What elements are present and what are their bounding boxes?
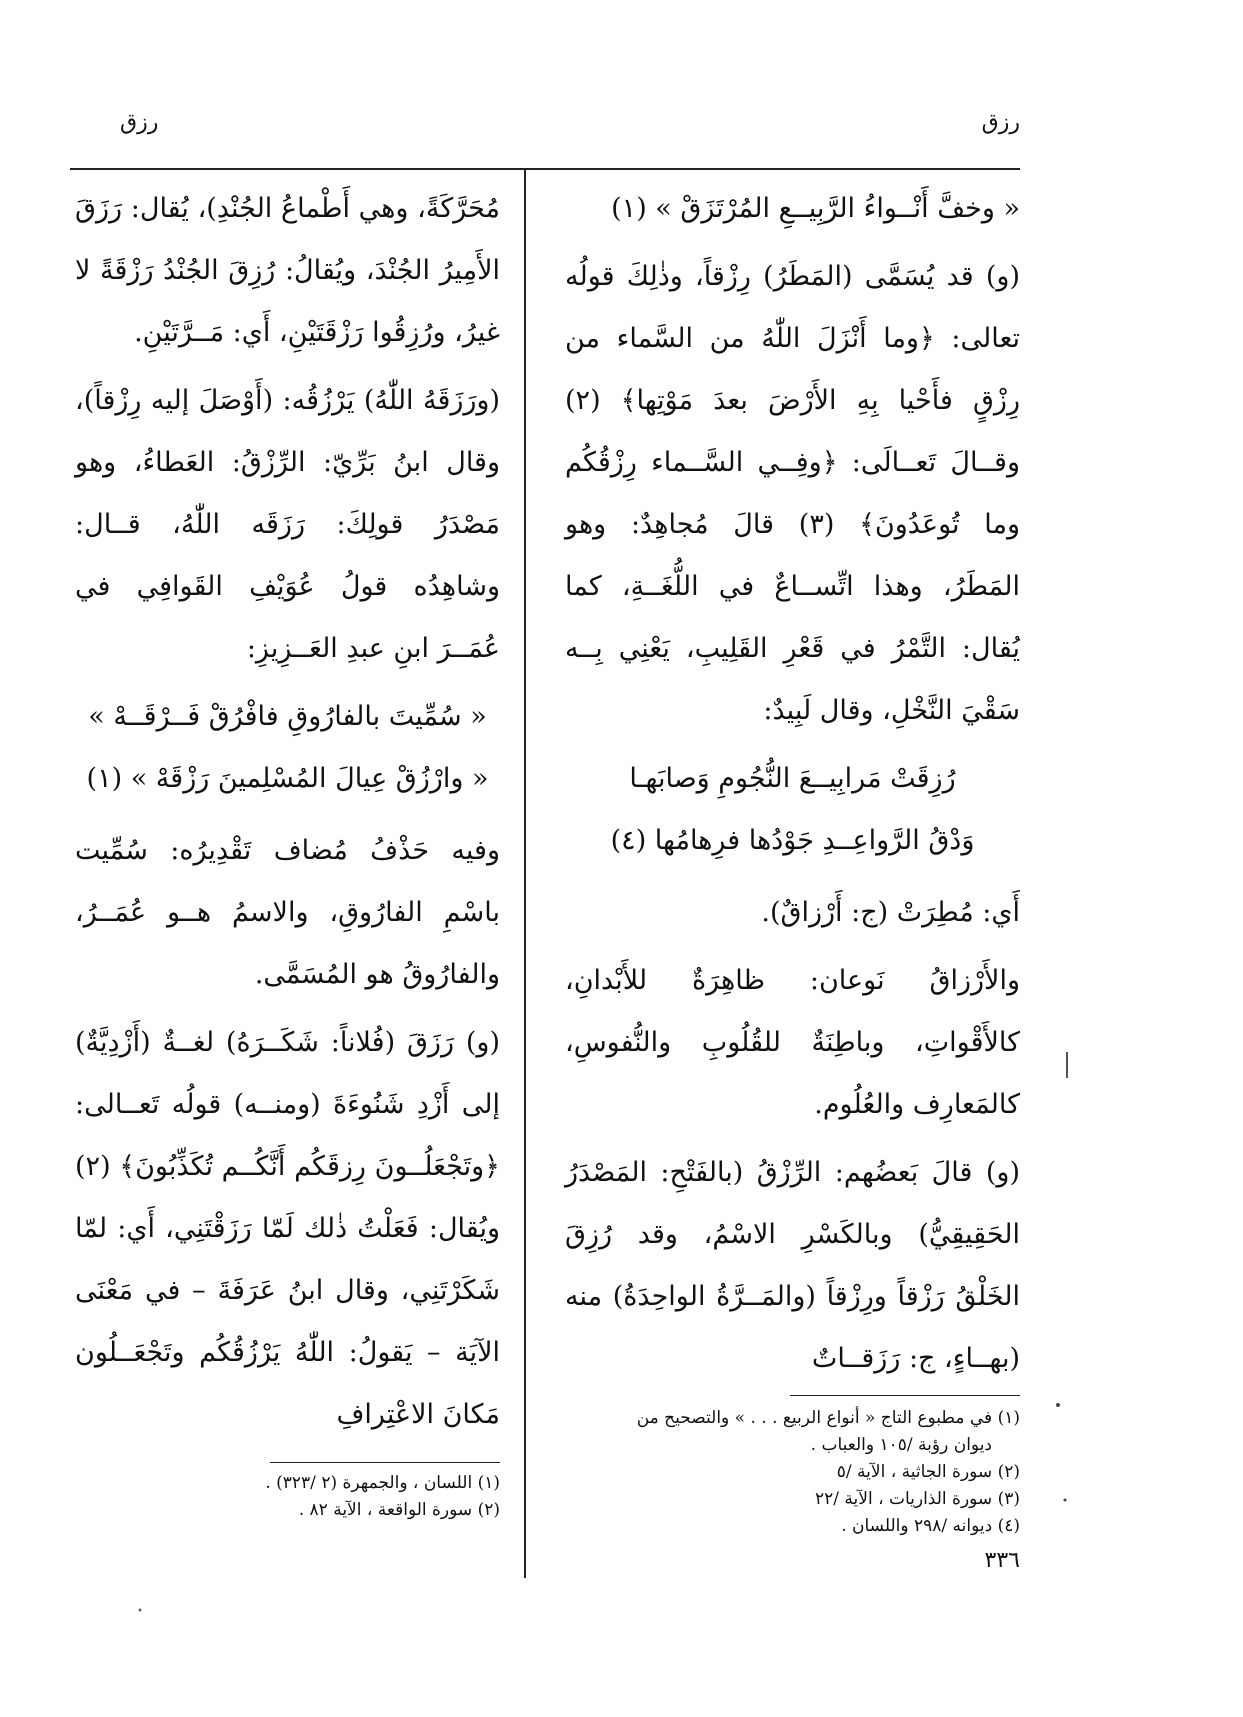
right-verse-line-1: رُزِقَتْ مَرابِيــعَ النُّجُومِ وَصابَهـا [629,763,956,794]
left-para-1: مُحَرَّكَةً، وهي أَطْماعُ الجُنْدِ)، يُقال: رَزَقَ الأَمِيرُ الجُنْدَ، ويُقالُ: رُزِقَ الجُنْدُ رَزْقَةً لا غيرُ، ورُزِقُوا رَزْقَتَيْنِ، أَي: مَــرَّتَيْنِ. [75,193,500,348]
running-header-right: رزق [981,110,1020,135]
footnote-right-1-cont: ديوان رؤبة /١٠٥ والعباب . [810,1435,992,1455]
running-header-left: رزق [120,110,159,135]
footnote-left-1: (١) اللسان ، والجمهرة (٢ /٣٢٣) . [265,1473,500,1493]
footnote-left-2: (٢) سورة الواقعة ، الآية ٨٢ . [298,1500,500,1520]
right-para-3: أَي: مُطِرَتْ (ج: أَرْزاقٌ). [761,897,1020,928]
left-para-4: (و) رَزَقَ (فُلاناً: شَكَــرَهُ) لغــةٌ (أَزْدِيَّةٌ) إلى أَزْدِ شَنُوءَةَ (ومنــه) قولُه تَعــالى: ﴿وتَجْعَلُــونَ رِزقَكُم أَنَّكُــم تُكَذِّبُونَ﴾ (٢) ويُقال: فَعَلْتُ ذٰلك لَمّا رَزَقْتَنِي، أَي: لمّا شَكَرْتَنِي، وقال ابنُ عَرَفَةَ – في مَعْنَى الآيَة – يَقولُ: اللّٰهُ يَرْزُقُكُم وتَجْعَــلُون مَكانَ الاعْتِرافِ [75,1027,500,1430]
right-verse-line-2: وَدْقُ الرَّواعِــدِ جَوْدُها فرِهامُها (٤) [610,825,975,856]
page-number: ٣٣٦ [984,1548,1020,1573]
left-para-3: وفيه حَذْفُ مُضاف تَقْدِيرُه: سُمِّيت باسْمِ الفارُوقِ، والاسمُ هــو عُمَــرُ، والفارُوقُ هو المُسَمَّى. [75,835,500,990]
footnote-right-2: (٢) سورة الجاثية ، الآية /٥ [836,1462,1020,1482]
right-para-5: (و) قالَ بَعضُهم: الرِّزْقُ (بالفَتْحِ: المَصْدَرُ الحَقِيقِيُّ) وبالكَسْرِ الاسْمُ، وقد رُزِقَ الخَلْقُ رَزْقاً ورِزْقاً (والمَــرَّةُ الواحِدَةُ) منه (بهــاءٍ، ج: رَزَقــاتٌ [565,1157,1020,1374]
footnote-right-4: (٤) ديوانه /٢٩٨ واللسان . [841,1516,1020,1536]
right-para-2: (و) قد يُسَمَّى (المَطَرُ) رِزْقاً، وذٰلِكَ قولُه تعالى: ﴿وما أَنْزَلَ اللّٰهُ من السَّماء من رِزْقٍ فأَحْيا بِهِ الأَرْضَ بعدَ مَوْتِها﴾ (٢) وقــالَ تَعــالَى: ﴿وفِــي السَّــماء رِزْقُكُم وما تُوعَدُونَ﴾ (٣) قالَ مُجاهِدٌ: وهو المَطَرُ، وهذا اتِّســاعٌ في اللُّغَــةِ، كما يُقال: التَّمْرُ في قَعْرِ القَلِيبِ، يَعْنِي بِــه سَقْيَ النَّخْلِ، وقال لَبِيدٌ: [565,261,1020,726]
footnote-right-1: (١) في مطبوع التاج « أنواع الربيع . . . » والتصحيح من [636,1408,1020,1428]
left-verse-line-2: « وارْزُقْ عِيالَ المُسْلِمينَ رَزْقَهْ » (١) [86,763,489,794]
footnote-right-3: (٣) سورة الذاريات ، الآية /٢٢ [815,1489,1020,1509]
right-para-1: « وخفَّ أَنْــواءُ الرَّبِيــعِ المُرْتَزَقْ » (١) [611,193,1020,224]
left-para-2: (ورَزَقَهُ اللّٰهُ) يَرْزُقُه: (أَوْصَلَ إليه رِزْقاً)، وقال ابنُ بَرِّيّ: الرِّزْقُ: العَطاءُ، وهو مَصْدَرُ قولِكَ: رَزَقَه اللّٰهُ، قــال: وشاهِدُه قولُ عُوَيْفِ القَوافِي في عُمَــرَ ابنِ عبدِ العَــزِيزِ: [75,385,500,664]
right-para-4: والأَرْزاقُ نَوعان: ظاهِرَةٌ للأَبْدانِ، كالأَقْواتِ، وباطِنَةٌ للقُلُوبِ والنُّفوسِ، كالمَعارِف والعُلُوم. [565,965,1020,1120]
left-verse-line-1: « سُمِّيتَ بالفارُوقِ فافْرُقْ فَــرْقَــهْ » [88,701,487,732]
